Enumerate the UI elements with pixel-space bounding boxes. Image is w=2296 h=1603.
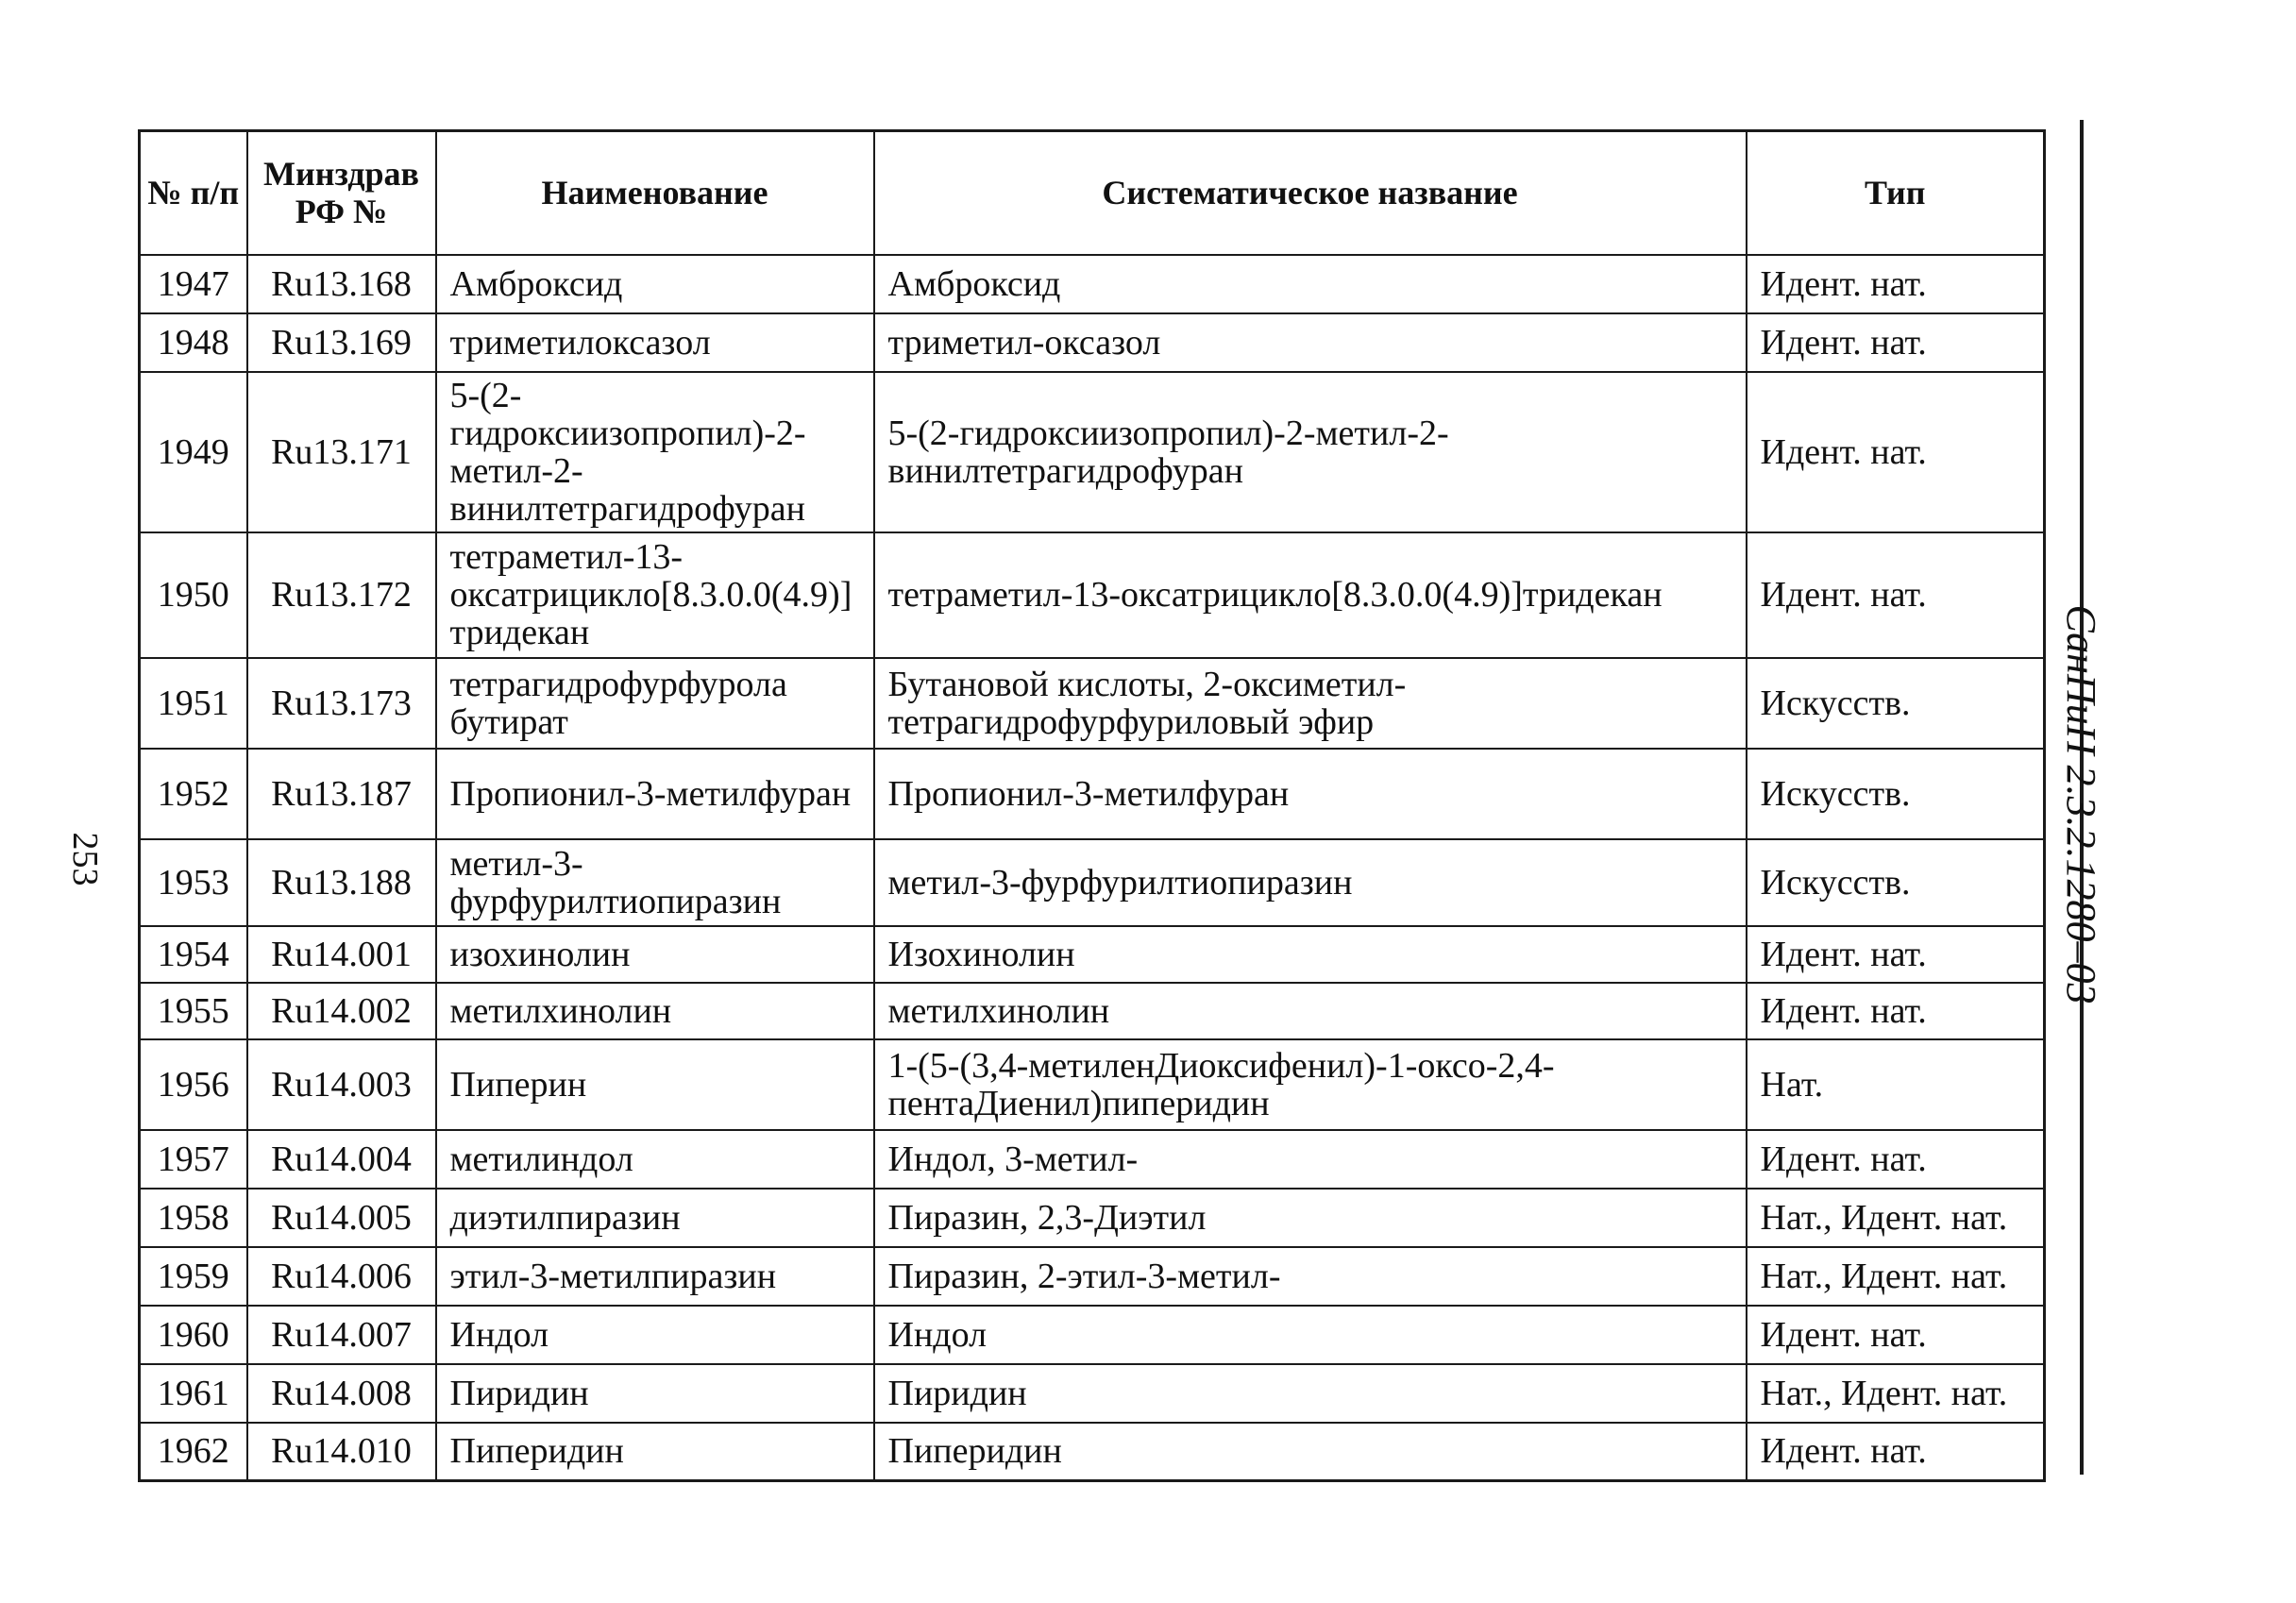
cell-code: Ru13.168 <box>247 255 436 313</box>
cell-type: Нат. <box>1747 1039 2045 1130</box>
cell-name: диэтилпиразин <box>436 1189 874 1247</box>
cell-systematic: Пиридин <box>874 1364 1747 1423</box>
cell-type: Идент. нат. <box>1747 313 2045 372</box>
cell-code: Ru13.169 <box>247 313 436 372</box>
cell-num: 1954 <box>140 926 247 983</box>
cell-num: 1950 <box>140 532 247 658</box>
cell-systematic: 5-(2-гидроксиизопропил)-2-метил-2-винилтетрагидрофуран <box>874 372 1747 532</box>
cell-systematic: Пропионил-3-метилфуран <box>874 749 1747 839</box>
table-row <box>140 532 2045 658</box>
flavoring-substances-table <box>138 129 2046 1482</box>
table-row <box>140 1130 2045 1189</box>
table-row <box>140 1423 2045 1481</box>
table-row <box>140 255 2045 313</box>
cell-type: Искусств. <box>1747 658 2045 749</box>
document-title: СанПиН 2.3.2.1280–03 <box>2058 604 2104 1004</box>
cell-code: Ru13.172 <box>247 532 436 658</box>
cell-type: Нат., Идент. нат. <box>1747 1364 2045 1423</box>
cell-type: Идент. нат. <box>1747 1306 2045 1364</box>
cell-systematic: Индол, 3-метил- <box>874 1130 1747 1189</box>
cell-code: Ru13.188 <box>247 839 436 926</box>
table-row <box>140 658 2045 749</box>
cell-systematic: метилхинолин <box>874 983 1747 1039</box>
header-type: Тип <box>1747 131 2045 255</box>
cell-name: метилхинолин <box>436 983 874 1039</box>
header-name: Наименование <box>436 131 874 255</box>
cell-name: 5-(2-гидроксиизопропил)-2-метил-2-винилтетрагидрофуран <box>436 372 874 532</box>
cell-num: 1953 <box>140 839 247 926</box>
cell-num: 1947 <box>140 255 247 313</box>
cell-systematic: Пиразин, 2,3-Диэтил <box>874 1189 1747 1247</box>
cell-type: Искусств. <box>1747 749 2045 839</box>
cell-num: 1961 <box>140 1364 247 1423</box>
cell-code: Ru14.003 <box>247 1039 436 1130</box>
table-row <box>140 926 2045 983</box>
cell-num: 1952 <box>140 749 247 839</box>
header-systematic: Систематическое название <box>874 131 1747 255</box>
cell-code: Ru14.004 <box>247 1130 436 1189</box>
cell-systematic: Индол <box>874 1306 1747 1364</box>
cell-type: Идент. нат. <box>1747 532 2045 658</box>
cell-name: Пиперин <box>436 1039 874 1130</box>
cell-name: Индол <box>436 1306 874 1364</box>
header-code: Минздрав РФ № <box>247 131 436 255</box>
header-num: № п/п <box>140 131 247 255</box>
cell-name: метилиндол <box>436 1130 874 1189</box>
cell-systematic: 1-(5-(3,4-метиленДиоксифенил)-1-оксо-2,4-пентаДиенил)пиперидин <box>874 1039 1747 1130</box>
cell-type: Идент. нат. <box>1747 372 2045 532</box>
cell-name: этил-3-метилпиразин <box>436 1247 874 1306</box>
cell-num: 1960 <box>140 1306 247 1364</box>
cell-type: Идент. нат. <box>1747 983 2045 1039</box>
table-row <box>140 983 2045 1039</box>
cell-name: Амброксид <box>436 255 874 313</box>
cell-num: 1948 <box>140 313 247 372</box>
cell-num: 1962 <box>140 1423 247 1481</box>
cell-systematic: Пиперидин <box>874 1423 1747 1481</box>
table-row <box>140 839 2045 926</box>
table-row <box>140 372 2045 532</box>
cell-name: триметилоксазол <box>436 313 874 372</box>
table-row <box>140 1306 2045 1364</box>
table-header-row <box>140 131 2045 255</box>
cell-name: метил-3-фурфурилтиопиразин <box>436 839 874 926</box>
cell-systematic: тетраметил-13-оксатрицикло[8.3.0.0(4.9)]тридекан <box>874 532 1747 658</box>
cell-num: 1951 <box>140 658 247 749</box>
cell-code: Ru14.006 <box>247 1247 436 1306</box>
cell-num: 1955 <box>140 983 247 1039</box>
cell-code: Ru14.007 <box>247 1306 436 1364</box>
cell-name: Пропионил-3-метилфуран <box>436 749 874 839</box>
cell-type: Идент. нат. <box>1747 255 2045 313</box>
cell-systematic: Амброксид <box>874 255 1747 313</box>
cell-num: 1949 <box>140 372 247 532</box>
cell-code: Ru13.173 <box>247 658 436 749</box>
table-row <box>140 1247 2045 1306</box>
cell-type: Идент. нат. <box>1747 1423 2045 1481</box>
cell-code: Ru14.002 <box>247 983 436 1039</box>
cell-name: изохинолин <box>436 926 874 983</box>
cell-code: Ru13.187 <box>247 749 436 839</box>
cell-code: Ru14.005 <box>247 1189 436 1247</box>
cell-type: Нат., Идент. нат. <box>1747 1189 2045 1247</box>
cell-systematic: Изохинолин <box>874 926 1747 983</box>
cell-type: Идент. нат. <box>1747 926 2045 983</box>
cell-num: 1959 <box>140 1247 247 1306</box>
cell-systematic: Пиразин, 2-этил-3-метил- <box>874 1247 1747 1306</box>
cell-systematic: триметил-оксазол <box>874 313 1747 372</box>
cell-type: Идент. нат. <box>1747 1130 2045 1189</box>
cell-num: 1958 <box>140 1189 247 1247</box>
page-number: 253 <box>65 832 105 886</box>
table-row <box>140 1039 2045 1130</box>
table-row <box>140 749 2045 839</box>
cell-systematic: Бутановой кислоты, 2-оксиметил-тетрагидрофурфуриловый эфир <box>874 658 1747 749</box>
cell-name: тетраметил-13-оксатрицикло[8.3.0.0(4.9)]тридекан <box>436 532 874 658</box>
cell-num: 1956 <box>140 1039 247 1130</box>
table-row <box>140 313 2045 372</box>
cell-code: Ru14.010 <box>247 1423 436 1481</box>
cell-systematic: метил-3-фурфурилтиопиразин <box>874 839 1747 926</box>
cell-code: Ru13.171 <box>247 372 436 532</box>
cell-name: Пиридин <box>436 1364 874 1423</box>
cell-code: Ru14.001 <box>247 926 436 983</box>
cell-name: Пиперидин <box>436 1423 874 1481</box>
cell-code: Ru14.008 <box>247 1364 436 1423</box>
cell-type: Искусств. <box>1747 839 2045 926</box>
table-row <box>140 1364 2045 1423</box>
cell-type: Нат., Идент. нат. <box>1747 1247 2045 1306</box>
cell-num: 1957 <box>140 1130 247 1189</box>
table-row <box>140 1189 2045 1247</box>
cell-name: тетрагидрофурфурола бутират <box>436 658 874 749</box>
